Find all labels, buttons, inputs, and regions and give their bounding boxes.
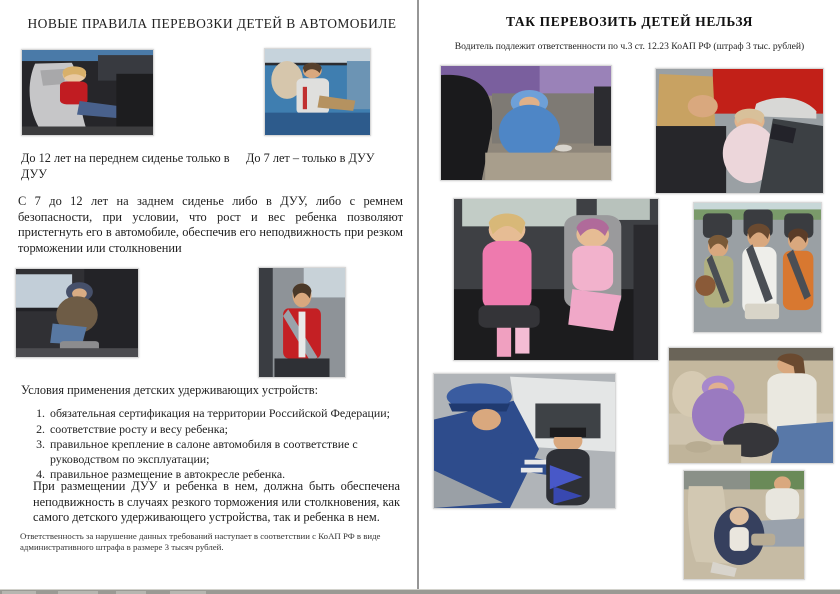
taskbar-edge[interactable] xyxy=(0,589,840,594)
conditions-list xyxy=(30,406,406,483)
photo-child-on-lap-driving xyxy=(655,68,824,194)
photo-child-seat-front xyxy=(21,49,154,136)
photo-toddler-unrestrained xyxy=(440,65,612,181)
photo-two-girls-boosters xyxy=(453,198,659,361)
photo-child-seat-blue xyxy=(264,48,371,136)
caption-front-seat: До 12 лет на переднем сиденье только в ДУУ xyxy=(21,151,230,181)
right-page-title: ТАК ПЕРЕВОЗИТЬ ДЕТЕЙ НЕЛЬЗЯ xyxy=(506,14,753,29)
footnote-liability: Ответственность за нарушение данных требований наступает в соответствии с КоАП РФ в виде административного штрафа в размере 3 тысяч рублей. xyxy=(20,531,381,552)
condition-item-1: 1. обязательная сертификация на территории Российской Федерации; xyxy=(48,406,406,421)
photo-baby-front-seat xyxy=(683,470,805,580)
paragraph-placement: При размещении ДУУ и ребенка в нем, должна быть обеспечена неподвижность в случаях резкого торможения или столкновения, как самого детского удерживающего устройства, так и ребенка в нем. xyxy=(33,479,400,525)
right-page-subtitle: Водитель подлежит ответственности по ч.3 ст. 12.23 КоАП РФ (штраф 3 тыс. рублей) xyxy=(454,41,805,52)
conditions-heading: Условия применения детских удерживающих устройств: xyxy=(21,383,318,397)
page-divider xyxy=(417,0,419,590)
photo-winter-child-booster xyxy=(15,268,139,358)
paragraph-7-12: С 7 до 12 лет на заднем сиденье либо в ДУУ, либо с ремнем безопасности, при условии, что рост и вес ребенка позволяют пристегнуть его в автомобиле, обеспечив его неподвижность при резком торможении или столкновении xyxy=(18,194,403,255)
condition-item-3: 3. правильное крепление в салоне автомобиля в соответствие с руководством по эксплуатации; xyxy=(48,437,406,466)
condition-item-2: 2. соответствие росту и весу ребенка; xyxy=(48,422,406,437)
caption-under-7: До 7 лет – только в ДУУ xyxy=(246,151,375,165)
photo-traffic-officer-child xyxy=(433,373,616,509)
left-page-title: НОВЫЕ ПРАВИЛА ПЕРЕВОЗКИ ДЕТЕЙ В АВТОМОБИЛЕ xyxy=(27,16,397,31)
photo-boy-seat-belt xyxy=(258,267,346,378)
condition-item-4: 4. правильное размещение в автокресле ребенка. xyxy=(48,467,406,482)
photo-baby-soft-carrier xyxy=(668,347,834,464)
photo-three-children-belts xyxy=(693,202,822,333)
